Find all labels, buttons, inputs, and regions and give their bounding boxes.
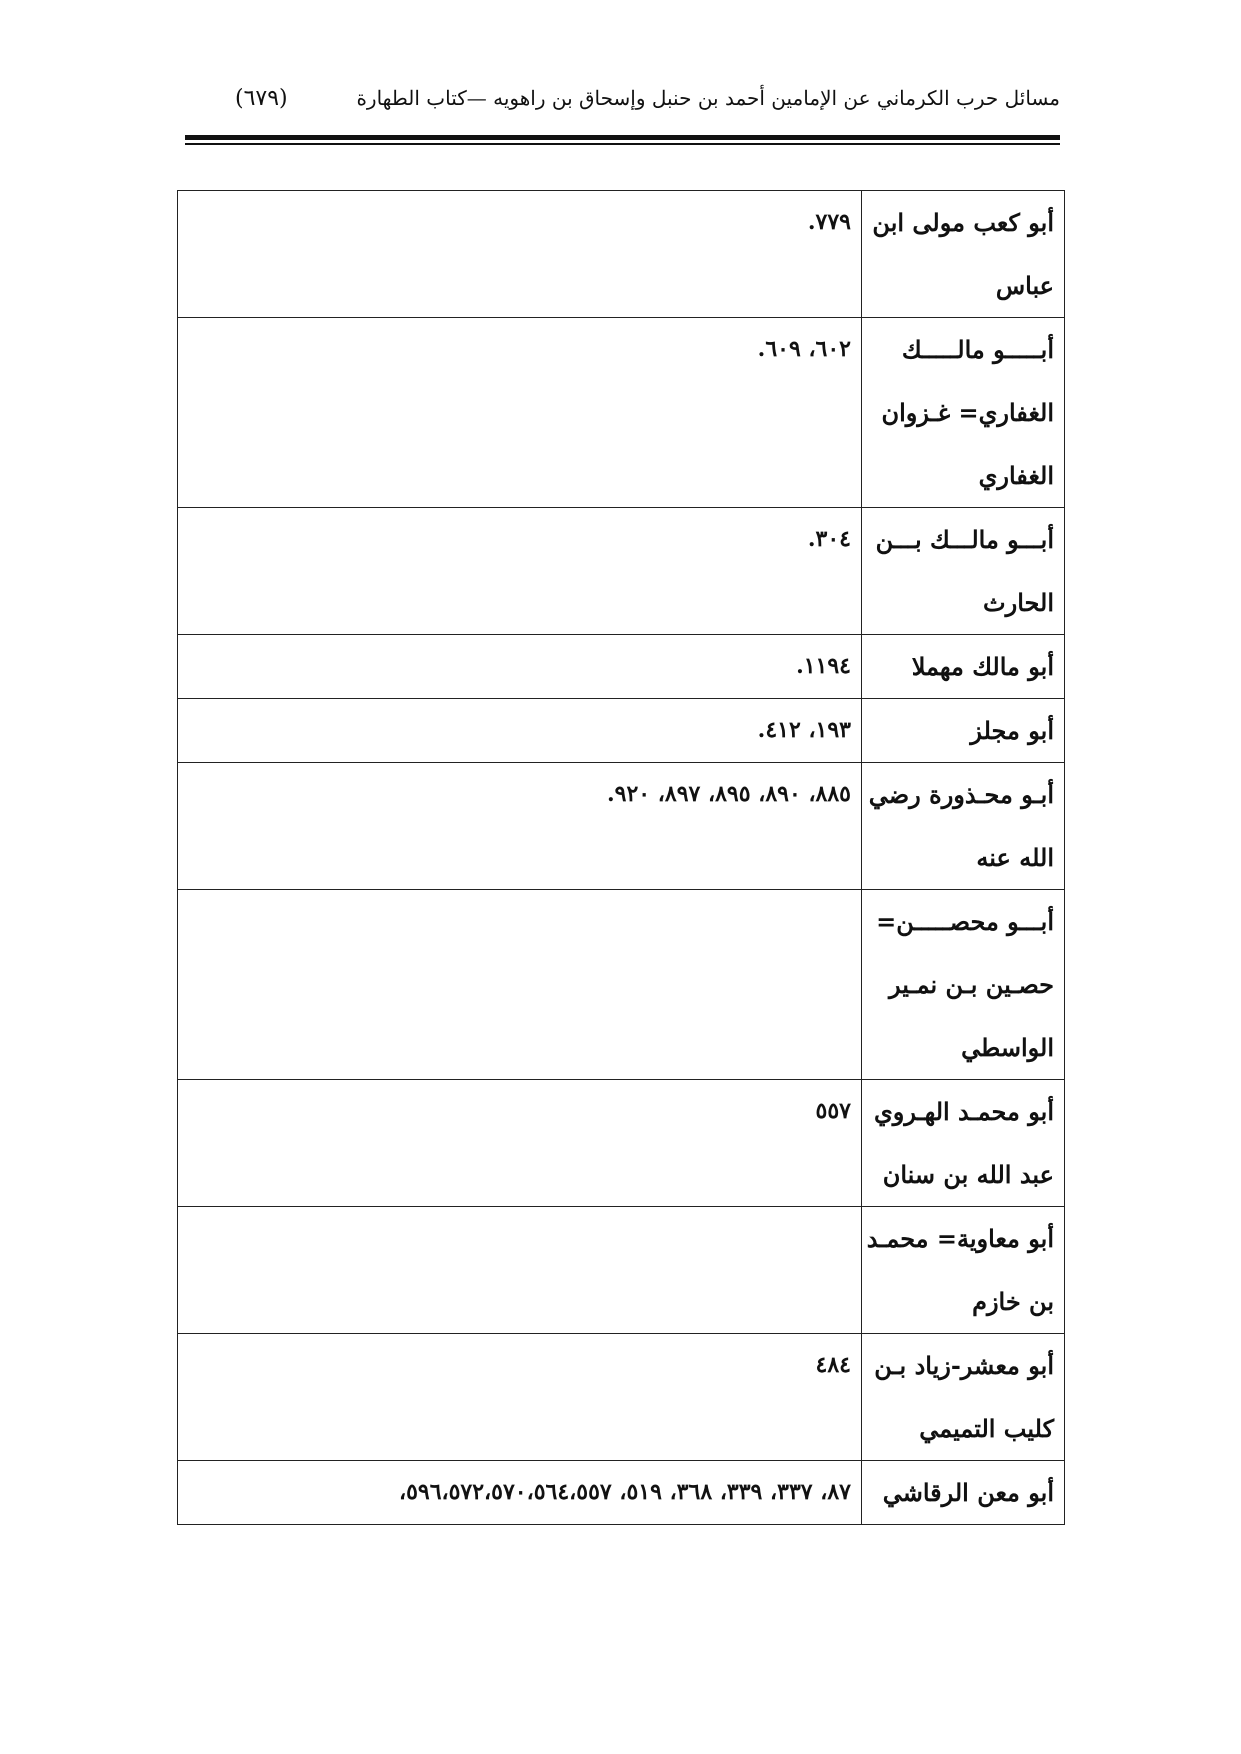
entry-name-line: أبو مجلز bbox=[970, 716, 1054, 745]
entry-pages: ٣٠٤. bbox=[178, 508, 862, 635]
entry-pages: ٧٧٩. bbox=[178, 191, 862, 318]
entry-name-line: الغفاري bbox=[978, 461, 1054, 490]
entry-name-line: أبـــو مالـــك بـــن bbox=[875, 525, 1054, 554]
table-row bbox=[178, 508, 1065, 635]
entry-name-line: أبو معاوية= محمـد bbox=[866, 1224, 1054, 1253]
entry-name bbox=[862, 508, 1065, 635]
table-row bbox=[178, 763, 1065, 890]
entry-pages: ٤٨٤ bbox=[178, 1334, 862, 1461]
entry-name-line: أبـو محـذورة رضي bbox=[868, 780, 1054, 809]
entry-name-line: أبو معن الرقاشي bbox=[882, 1478, 1054, 1507]
index-table bbox=[177, 190, 1065, 1525]
entry-name-line: الله عنه bbox=[976, 843, 1054, 872]
entry-name-line: الغفاري= غـزوان bbox=[881, 398, 1054, 427]
entry-pages bbox=[178, 1207, 862, 1334]
entry-name-line: بن خازم bbox=[972, 1287, 1054, 1316]
entry-name bbox=[862, 1334, 1065, 1461]
entry-name-line: أبو مالك مهملا bbox=[911, 652, 1054, 681]
entry-name bbox=[862, 635, 1065, 699]
table-row bbox=[178, 191, 1065, 318]
entry-name bbox=[862, 191, 1065, 318]
entry-name-line: أبو كعب مولى ابن bbox=[872, 208, 1054, 237]
index-table-body bbox=[178, 191, 1065, 1525]
table-row bbox=[178, 890, 1065, 1080]
entry-name-line: أبو معشر-زياد بـن bbox=[874, 1351, 1054, 1380]
entry-name bbox=[862, 1207, 1065, 1334]
header-rule-thin bbox=[185, 143, 1060, 145]
entry-name-line: أبـــــو مالـــــك bbox=[901, 335, 1054, 364]
entry-name-line: الحارث bbox=[983, 588, 1054, 617]
page-number: (٦٧٩) bbox=[235, 86, 288, 111]
entry-name-line: أبو محمـد الهـروي bbox=[874, 1097, 1054, 1126]
table-row bbox=[178, 318, 1065, 508]
entry-pages: ٦٠٢، ٦٠٩. bbox=[178, 318, 862, 508]
table-row bbox=[178, 1080, 1065, 1207]
running-header bbox=[185, 82, 1060, 132]
entry-name bbox=[862, 699, 1065, 763]
table-row bbox=[178, 1461, 1065, 1525]
book-title: مسائل حرب الكرماني عن الإمامين أحمد بن حنبل وإسحاق بن راهويه —كتاب الطهارة bbox=[356, 86, 1060, 110]
entry-name bbox=[862, 763, 1065, 890]
entry-name bbox=[862, 890, 1065, 1080]
entry-name-line: أبـــو محصـــــن= bbox=[876, 907, 1054, 936]
entry-pages: ١١٩٤. bbox=[178, 635, 862, 699]
entry-name-line: عبد الله بن سنان bbox=[882, 1160, 1054, 1189]
table-row bbox=[178, 1334, 1065, 1461]
header-rule-thick bbox=[185, 135, 1060, 140]
entry-name-line: الواسطي bbox=[961, 1033, 1054, 1062]
entry-pages: ١٩٣، ٤١٢. bbox=[178, 699, 862, 763]
entry-name-line: حصـين بـن نمـير bbox=[889, 970, 1054, 999]
entry-name bbox=[862, 1461, 1065, 1525]
entry-pages bbox=[178, 890, 862, 1080]
entry-pages: ٨٨٥، ٨٩٠، ٨٩٥، ٨٩٧، ٩٢٠. bbox=[178, 763, 862, 890]
table-row bbox=[178, 635, 1065, 699]
entry-name bbox=[862, 318, 1065, 508]
entry-name bbox=[862, 1080, 1065, 1207]
table-row bbox=[178, 1207, 1065, 1334]
entry-pages: ٨٧، ٣٣٧، ٣٣٩، ٣٦٨، ٥١٩، ٥٩٦،٥٧٢،٥٧٠،٥٦٤،٥٥٧، bbox=[178, 1461, 862, 1525]
table-row bbox=[178, 699, 1065, 763]
entry-name-line: عباس bbox=[995, 271, 1054, 300]
entry-pages: ٥٥٧ bbox=[178, 1080, 862, 1207]
entry-name-line: كليب التميمي bbox=[919, 1414, 1054, 1443]
